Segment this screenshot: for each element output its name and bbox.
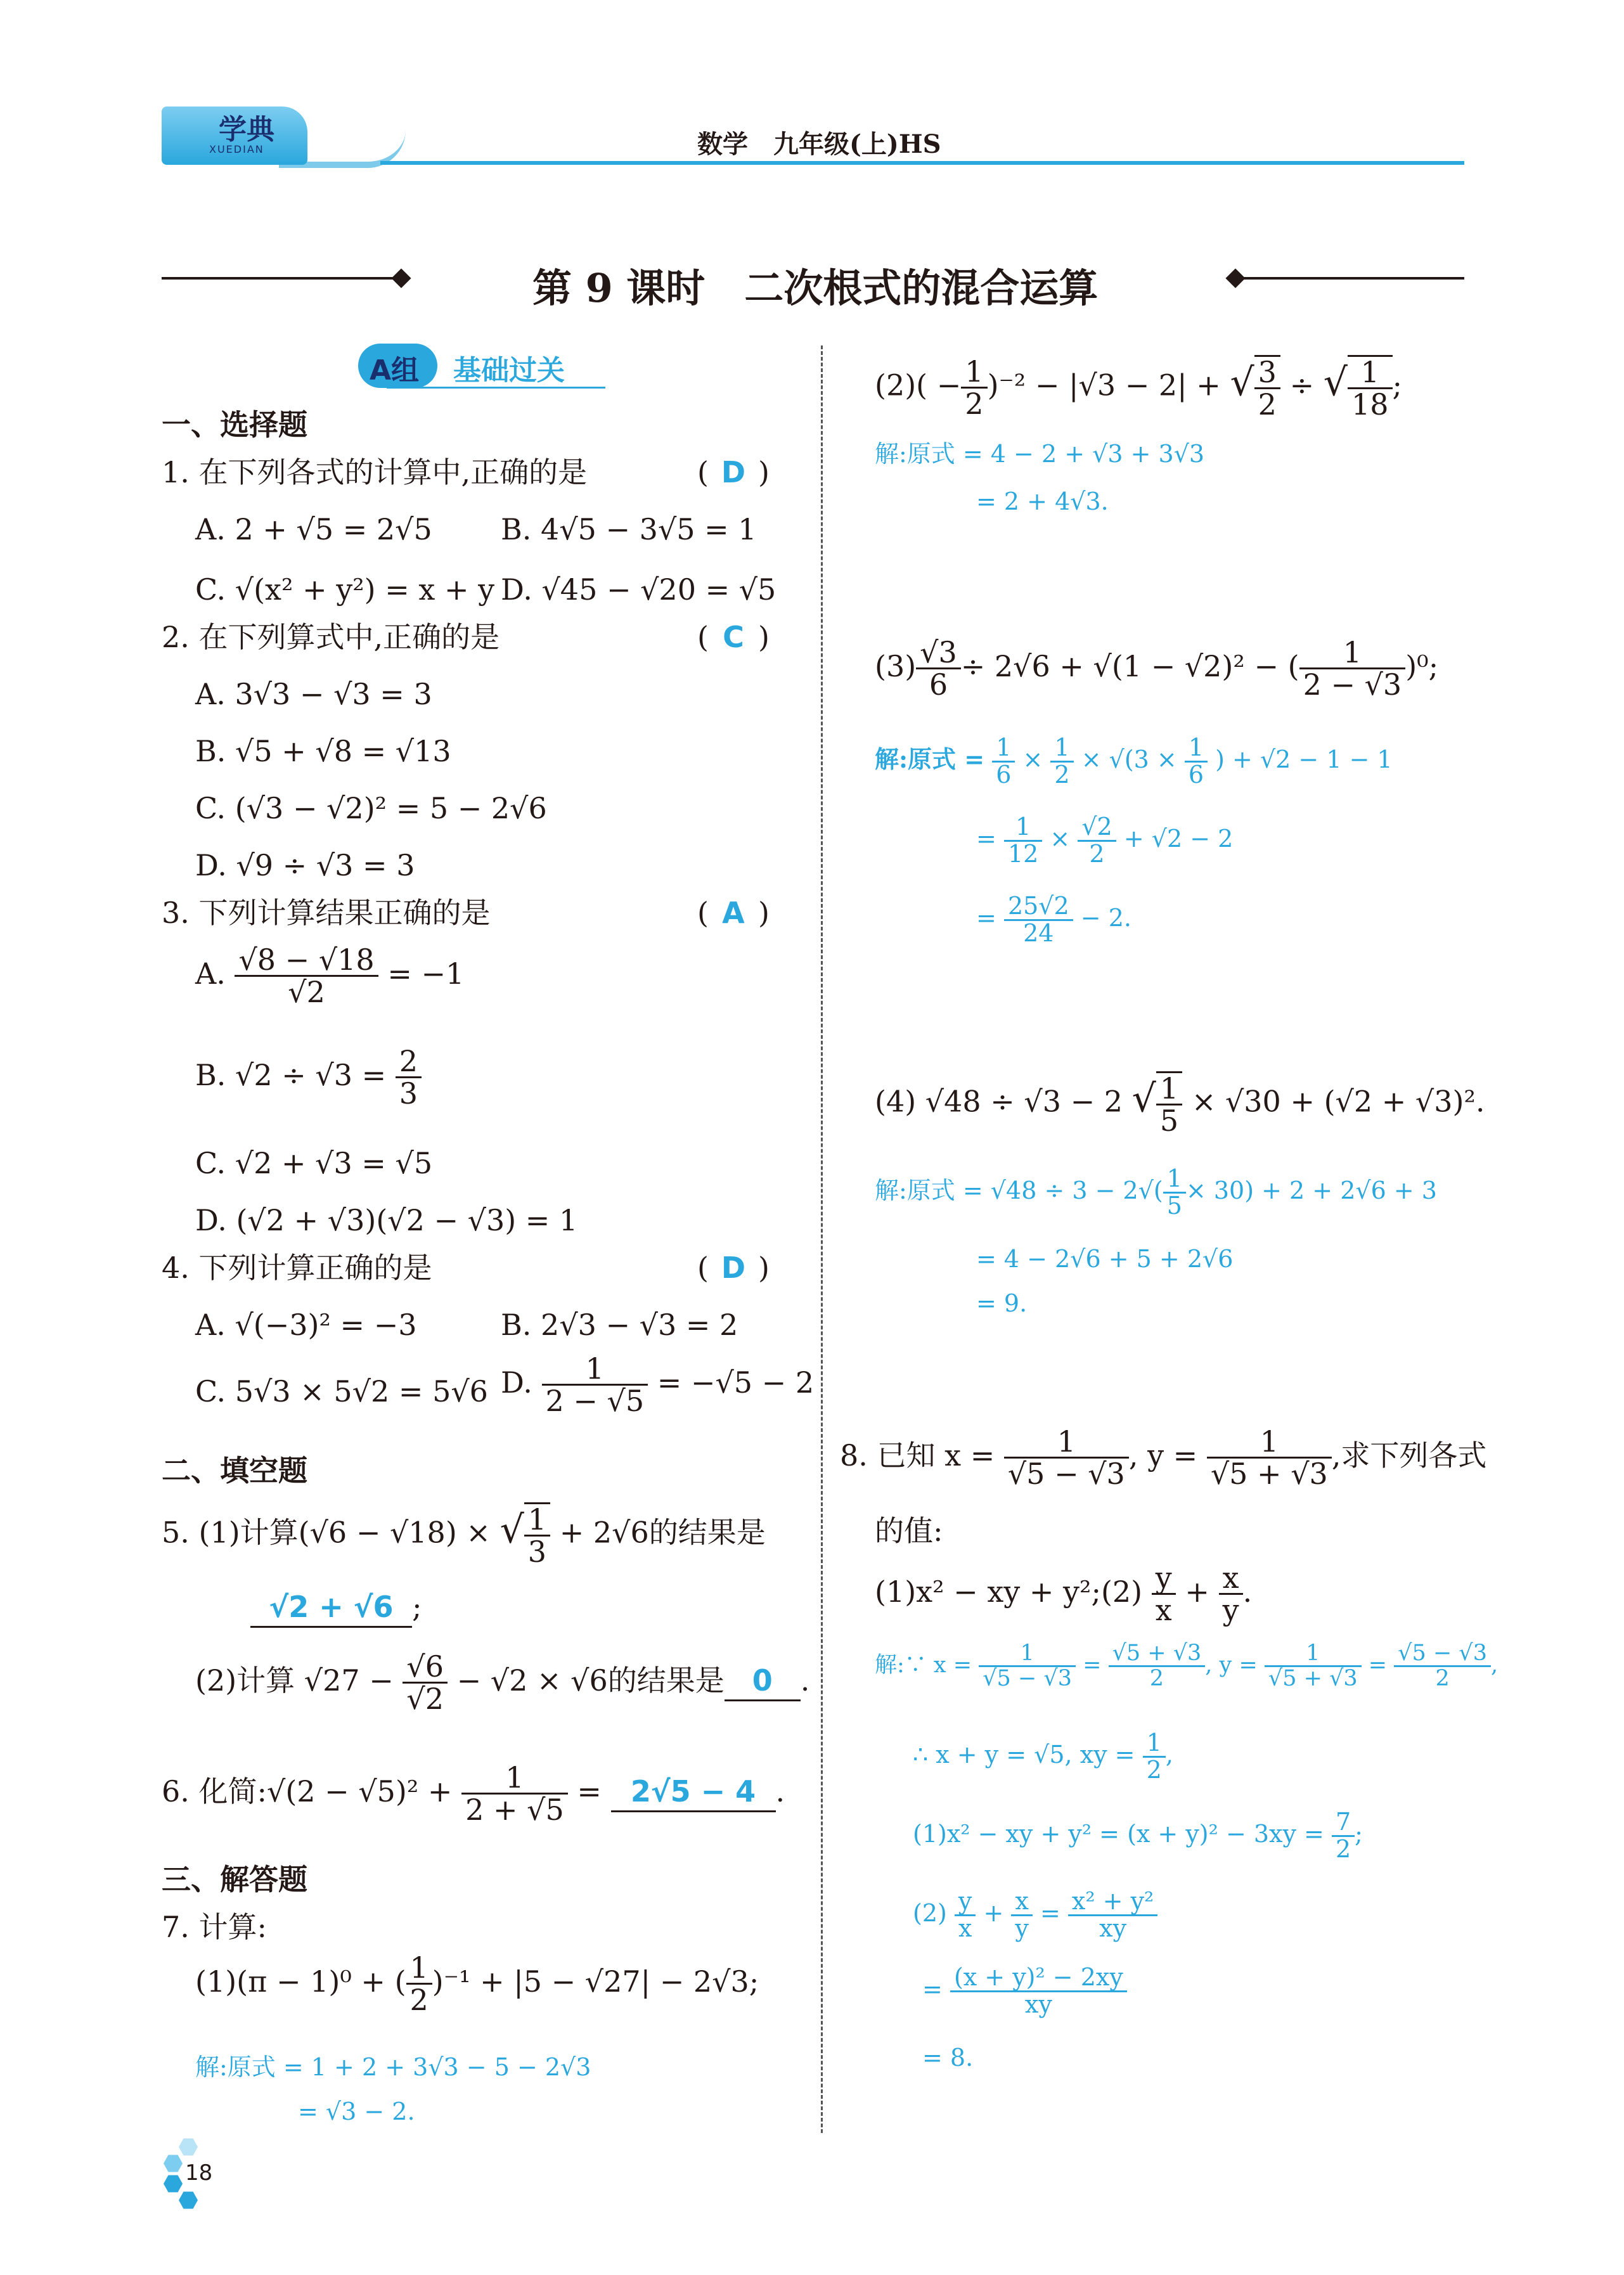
q7-3-sol1-x2: × √(3 × [1081,745,1177,773]
q7-1-tail: )⁻¹ + |5 − √27| − 2√3; [432,1964,759,1999]
q5-2-fraction [403,1651,448,1715]
q8-sol4-eq: = [1040,1898,1060,1927]
q8-sol1-frac-d [1394,1642,1491,1691]
page-number: 18 [185,2160,213,2186]
page-title: 第 9 课时 二次根式的混合运算 [532,265,1099,311]
q8-sol1-mid: , y = [1205,1652,1258,1678]
q8-solution-line2 [913,1730,1173,1783]
q8-sol1-b-num: √5 + √3 [1109,1642,1206,1667]
header-rule [380,161,1464,165]
title-diamond-left [391,268,411,288]
q3-option-b [195,1046,422,1109]
q7-2-root1 [1254,355,1280,420]
q1-option-c: C. √(x² + y²) = x + y [195,572,495,607]
q5-1-answer: √2 + √6 [250,1588,412,1628]
q7-3-sol1-b-num: 1 [1050,735,1073,763]
q8-sol1-c-den: √5 + √3 [1268,1665,1358,1691]
q6 [162,1762,785,1826]
q6-answer: 2√5 − 4 [611,1772,776,1812]
q7-3-end: )⁰; [1405,648,1439,683]
q4-option-d [501,1353,814,1417]
q3-b-den: 3 [399,1076,418,1111]
q5-2-num: √6 [403,1651,448,1684]
q7-1-solution-line2: = √3 − 2. [298,2098,415,2125]
q8-x-fraction [1004,1426,1129,1490]
column-divider [821,345,823,2133]
q7-2-end: ; [1392,368,1403,403]
q7-3-sol3-g-den: 24 [1023,918,1054,947]
q1-option-d: D. √45 − √20 = √5 [501,572,777,607]
logo-text: 学典 [219,113,274,146]
q4-option-c: C. 5√3 × 5√2 = 5√6 [195,1374,488,1408]
q7-2-solution-line1: 解:原式 = 4 − 2 + √3 + 3√3 [875,440,1205,468]
q7-3-sol1-post: ) + √2 − 1 − 1 [1215,745,1393,773]
q3-stem: 3. 下列计算结果正确的是 [162,896,491,930]
q7-4-den: 5 [1159,1104,1179,1138]
q8-sol3-num: 7 [1332,1810,1355,1837]
q8-y-den: √5 + √3 [1210,1457,1328,1492]
q8-sol3-den: 2 [1335,1834,1351,1863]
q7-4-sol1-post: × 30) + 2 + 2√6 + 3 [1185,1176,1437,1204]
q7-3-sol2-frac-e [1078,815,1116,867]
q2-answer: C [723,620,744,654]
q8-solution-line6: = 8. [922,2044,974,2072]
q8-y-num: 1 [1207,1426,1332,1459]
q1-paren: ( D ) [697,453,770,491]
q8-sol3-pre: (1)x² − xy + y² = (x + y)² − 3xy = [913,1819,1324,1848]
q8-sol4-g-den: x [958,1914,972,1942]
q8-l3-end: . [1242,1574,1253,1609]
section-heading-3: 三、解答题 [162,1862,307,1897]
q6-eq: = [577,1774,602,1808]
q3-answer: A [722,896,745,930]
q8-solution-line4 [913,1889,1157,1942]
header-subject: 数学 九年级(上)HS [697,129,941,159]
q5-part2 [195,1651,809,1715]
q8-sol1-d-den: 2 [1435,1665,1450,1691]
q7-2-solution-line2: = 2 + 4√3. [976,487,1109,515]
q7-4-num: 1 [1156,1073,1182,1105]
q2-option-c: C. (√3 − √2)² = 5 − 2√6 [195,791,547,825]
section-heading-2: 二、填空题 [162,1453,307,1488]
q8-q-fraction [1219,1563,1243,1626]
q7-4-solution-line3: = 9. [976,1289,1028,1317]
q7-1-num: 1 [406,1952,432,1985]
q8-sol3-end: ; [1355,1819,1363,1848]
q6-num: 1 [461,1762,568,1795]
q7-3-sol3-g-num: 25√2 [1004,894,1073,921]
q4-d-fraction [542,1353,648,1417]
q7-3-sol1-frac-a [992,735,1015,788]
q8-sol1-b-den: 2 [1149,1665,1164,1691]
q6-fraction [461,1762,568,1826]
q2-option-d: D. √9 ÷ √3 = 3 [195,848,415,882]
q4-d-num: 1 [542,1353,648,1386]
q5-1-expr: 5. (1)计算(√6 − √18) × [162,1515,491,1550]
q7-1-expr: (1)(π − 1)⁰ + ( [195,1964,406,1999]
q3-option-c: C. √2 + √3 = √5 [195,1146,433,1180]
q5-2-end: . [800,1663,810,1698]
q8-sol5-pre: = [922,1975,943,2003]
q8-sol4-frac-h [1011,1889,1032,1942]
q8-sol1-a-num: 1 [979,1642,1076,1667]
q8-sol2-frac [1143,1730,1166,1783]
q8-line1 [840,1426,1486,1490]
q8-sol2-end: , [1165,1740,1173,1769]
q7-4-expr: (4) √48 ÷ √3 − 2 [875,1084,1123,1119]
q5-1-num: 1 [524,1504,550,1537]
q8-sol1-eq1: = [1083,1652,1102,1678]
q7-3-f-den: 2 − √3 [1303,667,1402,702]
q7-3-sol2-e-num: √2 [1078,815,1116,842]
q5-1-end: ; [412,1590,422,1624]
q3-a-fraction [235,944,378,1008]
title-rule-right [1239,277,1464,280]
q8-pre: 8. 已知 x = [840,1438,995,1473]
q8-sol2-den: 2 [1146,1755,1162,1784]
q5-1-fraction [524,1502,550,1568]
group-label: 基础过关 [453,354,565,387]
q7-2-r2-num: 1 [1348,357,1393,389]
q7-2-mid: )⁻² − |√3 − 2| + [987,368,1221,403]
q7-4-sol1-den: 5 [1166,1191,1182,1220]
q8-mid: , y = [1128,1438,1198,1473]
q7-3-sol1-b-den: 2 [1054,760,1070,789]
q8-sol2-pre: ∴ x + y = √5, xy = [913,1740,1135,1769]
q7-4-solution-line2: = 4 − 2√6 + 5 + 2√6 [976,1245,1234,1273]
q7-3-solution-line3 [976,894,1131,946]
q8-p-den: x [1155,1593,1172,1628]
q8-sol4-h-num: x [1011,1889,1032,1916]
q8-sol4-pre: (2) [913,1898,947,1927]
footer-hex-1 [179,2137,198,2156]
q7-4-tail: × √30 + (√2 + √3)². [1191,1084,1485,1119]
q6-den: 2 + √5 [465,1793,564,1827]
q7-3-sol3-frac-g [1004,894,1073,946]
q4-stem: 4. 下列计算正确的是 [162,1251,432,1285]
q8-sol4-h-den: y [1015,1914,1029,1942]
q7-4-sol1-num: 1 [1163,1166,1186,1194]
q5-1-den: 3 [527,1535,547,1569]
q8-sol4-frac-i [1068,1889,1157,1942]
q7-part2: (2)( − $\frac{1}{2}$ )⁻² − |√3 − 2| + √ $\frac{3}{2}$ ÷ √ $\frac{1}{18}$ ; [875,354,1403,422]
q8-sol1-d-num: √5 − √3 [1394,1642,1491,1667]
q3-a-num: √8 − √18 [235,944,378,977]
q7-2-div: ÷ [1289,368,1315,403]
q8-sol1-frac-c [1265,1642,1362,1691]
q5-2-den: √2 [406,1682,444,1717]
q7-1-fraction [406,1952,432,2016]
q8-sol4-g-num: y [955,1889,976,1916]
q8-sol2-num: 1 [1143,1730,1166,1758]
q7-3-sol3-post: − 2. [1080,903,1131,932]
q4-d-den: 2 − √5 [545,1384,645,1419]
q5-1-tail: + 2√6的结果是 [559,1515,766,1550]
q5-2-tail: − √2 × √6的结果是 [456,1663,725,1698]
q3-b-expr: B. √2 ÷ √3 = [195,1057,387,1092]
q8-l3-pre: (1)x² − xy + y²;(2) [875,1574,1143,1609]
title-rule-left [162,277,403,280]
q8-sol1-end: , [1490,1652,1498,1678]
q3-b-num: 2 [396,1046,422,1078]
q7-2-root2 [1348,355,1393,420]
q7-1-solution-line1: 解:原式 = 1 + 2 + 3√3 − 5 − 2√3 [195,2053,591,2081]
q8-sol5-frac [950,1965,1127,2018]
q7-4-sol1-pre: 解:原式 = √48 ÷ 3 − 2√( [875,1176,1163,1204]
q8-sol1-frac-b [1109,1642,1206,1691]
q5-1-blank-line [250,1588,422,1628]
group-badge-text: A组 [370,354,420,387]
q7-3-den: 6 [929,667,948,702]
q7-3-sol2-x3: × [1050,824,1071,853]
q6-end: . [775,1774,785,1808]
q4-option-b: B. 2√3 − √3 = 2 [501,1308,738,1342]
q8-x-num: 1 [1004,1426,1129,1459]
q8-sol5-den: xy [1024,1990,1052,2018]
q8-sol1-c-num: 1 [1265,1642,1362,1667]
q4-d-label: D. [501,1365,532,1400]
q7-3-fraction [916,637,961,700]
q7-3-sol2-post: + √2 − 2 [1123,824,1234,853]
q7-part3 [875,637,1438,700]
footer-hex-4 [179,2191,198,2210]
q5-2-expr: (2)计算 √27 − [195,1663,394,1698]
q7-4-sol1-frac [1163,1166,1186,1219]
q2-option-a: A. 3√3 − √3 = 3 [195,677,432,711]
q8-solution-line3 [913,1810,1363,1862]
q7-3-sol2-e-den: 2 [1089,839,1105,868]
q7-2-r1-num: 3 [1254,357,1280,389]
q7-3-sol1-c-den: 6 [1188,760,1204,789]
q8-q-num: x [1219,1563,1243,1595]
q7-3-sol2-d-num: 1 [1004,815,1042,842]
q7-3-sol1-x1: × [1022,745,1043,773]
q7-2-den: 2 [965,386,984,421]
q8-sol5-num: (x + y)² − 2xy [950,1965,1127,1992]
q8-sol1-pre: 解:∵ x = [875,1652,972,1678]
q7-3-sol3-pre: = [976,903,996,932]
q7-3-sol2-pre: = [976,824,996,853]
q4-paren: ( D ) [697,1249,770,1287]
q4-option-a: A. √(−3)² = −3 [195,1308,417,1342]
q7-3-sol1-pre: 解:原式 = [875,744,985,773]
q7-3-fraction2 [1299,637,1406,700]
footer-hex-2 [164,2154,183,2173]
q7-2-r2-den: 18 [1351,387,1389,422]
q8-p-num: y [1152,1563,1176,1595]
q8-sol4-i-den: xy [1099,1914,1127,1942]
q5-part1: 5. (1)计算(√6 − √18) × √ $\frac{1}{3}$ + 2√6的结果是 [162,1502,766,1569]
q8-q-den: y [1222,1593,1239,1628]
q7-4-solution-line1 [875,1166,1437,1219]
q3-paren: ( A ) [697,894,770,932]
section-heading-1: 一、选择题 [162,408,307,442]
q1-stem: 1. 在下列各式的计算中,正确的是 [162,455,588,489]
q3-a-result: = −1 [387,956,465,991]
q7-stem: 7. 计算: [162,1910,267,1944]
q8-solution-line1 [875,1642,1498,1691]
q7-4-root [1156,1071,1182,1137]
q7-part1 [195,1952,759,2016]
q8-post: ,求下列各式 [1331,1438,1487,1473]
group-underline [387,387,605,389]
q7-3-sol2-d-den: 12 [1007,839,1039,868]
q7-3-solution-line2 [976,815,1233,867]
q8-line2: 的值: [875,1514,943,1548]
q7-1-den: 2 [409,1983,429,2018]
q8-line3 [875,1563,1252,1626]
q1-answer: D [721,455,746,489]
logo-subtext: XUEDIAN [209,143,264,155]
q3-option-a [195,944,464,1008]
q8-y-fraction [1207,1426,1332,1490]
q1-option-a: A. 2 + √5 = 2√5 [195,512,432,546]
q7-2-r1-den: 2 [1258,387,1277,422]
footer-hex-3 [164,2174,183,2193]
q8-sol1-frac-a [979,1642,1076,1691]
q2-stem: 2. 在下列算式中,正确的是 [162,620,500,654]
q8-sol4-plus: + [983,1898,1004,1927]
q8-sol1-a-den: √5 − √3 [983,1665,1072,1691]
q8-p-fraction [1152,1563,1176,1626]
q7-3-label: (3) [875,648,917,683]
q2-paren: ( C ) [697,618,770,656]
q7-2-num: 1 [961,356,987,389]
q7-3-num: √3 [916,637,961,669]
q8-sol1-eq2: = [1368,1652,1388,1678]
q8-sol4-i-num: x² + y² [1068,1889,1157,1916]
q7-3-solution-line1 [875,735,1393,788]
q4-answer: D [721,1251,746,1285]
q7-3-sol1-frac-c [1185,735,1208,788]
q7-2-fraction [961,356,987,420]
q1-option-b: B. 4√5 − 3√5 = 1 [501,512,757,546]
q7-3-sol2-frac-d [1004,815,1042,867]
q4-d-result: = −√5 − 2 [657,1365,815,1400]
q8-solution-line5 [922,1965,1127,2018]
q8-x-den: √5 − √3 [1007,1457,1125,1492]
q3-b-fraction [396,1046,422,1109]
q7-3-f-num: 1 [1299,637,1406,669]
q3-option-d: D. (√2 + √3)(√2 − √3) = 1 [195,1203,578,1237]
q2-option-b: B. √5 + √8 = √13 [195,734,451,768]
q3-a-den: √2 [288,975,325,1010]
q8-sol3-frac [1332,1810,1355,1862]
q7-part4: (4) √48 ÷ √3 − 2 √ $\frac{1}{5}$ × √30 + (√2 + √3)². [875,1071,1485,1138]
q8-plus: + [1185,1574,1209,1609]
q7-3-sol1-a-num: 1 [992,735,1015,763]
q7-3-sol1-frac-b [1050,735,1073,788]
q3-a-label: A. [195,956,226,991]
q7-2-expr: (2)( − [875,368,962,403]
q7-3-sol1-a-den: 6 [996,760,1012,789]
q6-expr: 6. 化简:√(2 − √5)² + [162,1774,453,1808]
q7-3-sol1-c-num: 1 [1185,735,1208,763]
q8-sol4-frac-g [955,1889,976,1942]
q7-3-mid: ÷ 2√6 + √(1 − √2)² − ( [960,648,1299,683]
q5-2-answer: 0 [725,1661,801,1701]
